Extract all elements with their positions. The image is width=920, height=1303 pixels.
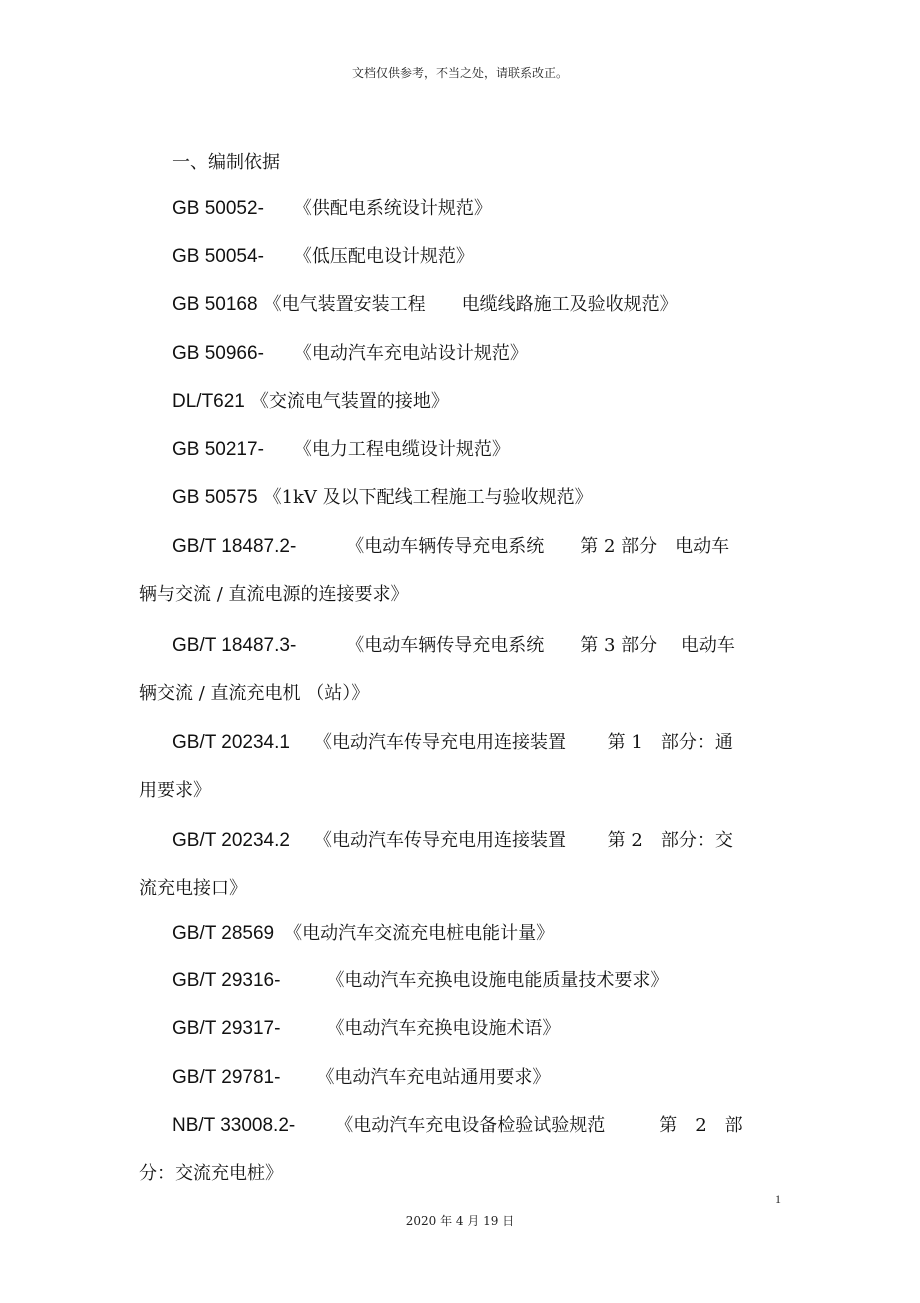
standard-line: [172, 967, 668, 995]
standard-line: [172, 632, 735, 660]
standard-title: 《电动车辆传导充电系统 第 2 部分 电动车: [346, 536, 730, 557]
standard-title: 《电动汽车充换电设施术语》: [326, 1018, 561, 1039]
standard-code: GB 50217-: [172, 439, 264, 460]
standard-code: GB 50052-: [172, 198, 264, 219]
standard-line: [172, 920, 554, 948]
standard-line: [172, 484, 593, 512]
standard-title: 《供配电系统设计规范》: [293, 198, 492, 219]
standard-title: 《1kV 及以下配线工程施工与验收规范》: [263, 487, 593, 508]
standard-title: 《低压配电设计规范》: [293, 246, 474, 267]
standard-line: [172, 436, 510, 464]
standard-title: 《电动车辆传导充电系统 第 3 部分 电动车: [346, 635, 735, 656]
standard-line: [172, 291, 678, 319]
standard-continuation: 分：交流充电桩》: [139, 1163, 283, 1184]
page-number: 1: [775, 1192, 781, 1206]
standard-code: GB/T 20234.2: [172, 830, 290, 851]
standard-line: [172, 533, 729, 561]
standard-title: 《电动汽车传导充电用连接装置 第 1 部分：通: [313, 732, 733, 753]
footer-date: 2020 年 4 月 19 日: [405, 1214, 515, 1228]
standard-code: GB/T 29781-: [172, 1067, 281, 1088]
standard-title: 《电动汽车充电设备检验试验规范 第 2 部: [335, 1115, 743, 1136]
standard-code: GB 50168: [172, 294, 258, 315]
standard-code: NB/T 33008.2-: [172, 1115, 296, 1136]
standard-title: 《电动汽车充换电设施电能质量技术要求》: [326, 970, 669, 991]
standard-title: 《交流电气装置的接地》: [250, 391, 449, 412]
standard-code: GB 50575: [172, 487, 258, 508]
section-heading: 一、编制依据: [172, 152, 280, 173]
standard-line: [172, 1064, 550, 1092]
standard-line: [172, 1112, 743, 1140]
standard-continuation: 用要求》: [139, 780, 211, 801]
standard-title: 《电气装置安装工程 电缆线路施工及验收规范》: [263, 294, 678, 315]
standard-title: 《电动汽车传导充电用连接装置 第 2 部分：交: [313, 830, 733, 851]
standard-title: 《电动汽车交流充电桩电能计量》: [284, 923, 555, 944]
standard-line: [172, 243, 474, 271]
standard-title: 《电动汽车充电站设计规范》: [293, 343, 528, 364]
standard-title: 《电动汽车充电站通用要求》: [316, 1067, 551, 1088]
standard-line: [172, 1015, 560, 1043]
standard-code: GB/T 18487.3-: [172, 635, 297, 656]
standard-line: [172, 195, 492, 223]
standard-code: GB/T 29316-: [172, 970, 281, 991]
standard-code: GB 50966-: [172, 343, 264, 364]
standard-line: [172, 340, 528, 368]
standard-line: [172, 388, 449, 416]
standard-code: DL/T621: [172, 391, 245, 412]
header-note: 文档仅供参考，不当之处，请联系改正。: [351, 66, 568, 80]
standard-line: [172, 729, 733, 757]
standard-continuation: 辆与交流 / 直流电源的连接要求》: [139, 584, 409, 605]
standard-title: 《电力工程电缆设计规范》: [293, 439, 510, 460]
standard-code: GB/T 18487.2-: [172, 536, 297, 557]
standard-line: [172, 827, 733, 855]
standard-code: GB/T 28569: [172, 923, 275, 944]
standard-code: GB 50054-: [172, 246, 264, 267]
standard-code: GB/T 29317-: [172, 1018, 281, 1039]
standard-code: GB/T 20234.1: [172, 732, 290, 753]
standard-continuation: 流充电接口》: [139, 878, 247, 899]
standard-continuation: 辆交流 / 直流充电机 （站）》: [139, 683, 370, 704]
